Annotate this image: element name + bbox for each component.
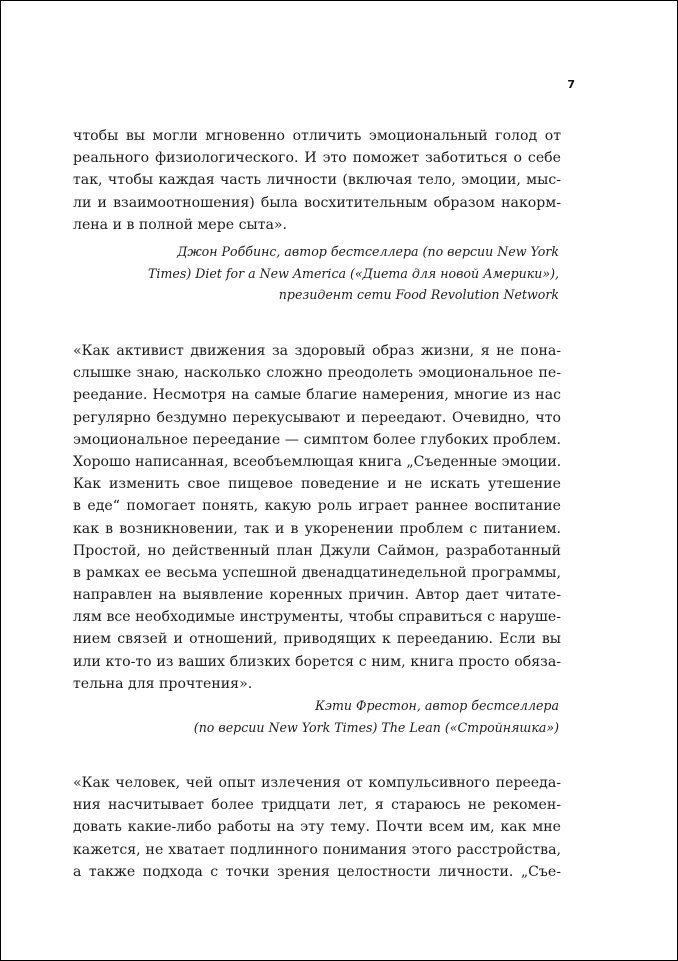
text-line: регулярно бездумно перекусывают и переедают. Очевидно, что bbox=[73, 409, 561, 426]
quote-text-robbins bbox=[73, 125, 561, 236]
text-line: Как изменить свое пищевое поведение и не искать утешение bbox=[73, 476, 561, 493]
text-line: или кто-то из ваших близких борется с ним, книга просто обяза- bbox=[73, 653, 561, 670]
attribution-line: Кэти Фрестон, автор бестселлера bbox=[315, 698, 559, 713]
text-line: кажется, не хватает подлинного понимания этого расстройства, bbox=[73, 841, 561, 858]
text-line: Хорошо написанная, всеобъемлющая книга „Съеденные эмоции. bbox=[73, 453, 562, 470]
text-line: ли и взаимоотношения) была восхитительным образом накорм- bbox=[73, 194, 561, 211]
text-line: «Как активист движения за здоровый образ жизни, я не пона- bbox=[73, 343, 561, 359]
quote-text-freston bbox=[73, 340, 561, 695]
text-line: эмоциональное переедание — симптом более глубоких проблем. bbox=[73, 431, 561, 448]
text-line: Простой, но действенный план Джули Саймон, разработанный bbox=[73, 542, 561, 559]
text-line: слышке знаю, насколько сложно преодолеть эмоциональное пе- bbox=[73, 365, 561, 382]
attribution-line: Times) Diet for a New America («Диета для новой Америки»), bbox=[148, 265, 559, 281]
quote-text-next bbox=[73, 772, 561, 883]
text-line: нием связей и отношений, приводящих к перееданию. Если вы bbox=[73, 631, 561, 648]
text-line: реального физиологического. И это поможет заботиться о себе bbox=[73, 150, 561, 167]
text-line: в рамках ее весьма успешной двенадцатинедельной программы, bbox=[73, 564, 561, 581]
attribution-freston bbox=[71, 695, 559, 738]
text-line: направлен на выявление коренных причин. Автор дает читате- bbox=[73, 587, 561, 604]
text-line: реедание. Несмотря на самые благие намерения, многие из нас bbox=[73, 387, 561, 404]
text-line: «Как человек, чей опыт излечения от компульсивного переeда- bbox=[73, 775, 561, 791]
text-line: тельна для прочтения». bbox=[73, 675, 253, 692]
text-line: лена и в полной мере сыта». bbox=[73, 216, 288, 233]
page-number: 7 bbox=[567, 78, 575, 91]
text-line: чтобы вы могли мгновенно отличить эмоциональный голод от bbox=[73, 128, 561, 144]
text-line: довать какие-либо работы на эту тему. Почти всем им, как мне bbox=[73, 819, 561, 836]
attribution-line: Джон Роббинс, автор бестселлера (по версии New York bbox=[177, 244, 559, 259]
text-line: ния насчитывает более тридцати лет, я стараюсь не рекомен- bbox=[73, 797, 561, 814]
attribution-robbins bbox=[71, 241, 559, 306]
text-line: лям все необходимые инструменты, чтобы справиться с наруше- bbox=[73, 609, 561, 626]
attribution-line: (по версии New York Times) The Lean («Стройняшка») bbox=[193, 719, 559, 735]
text-line: как в возникновении, так и в укоренении проблем с питанием. bbox=[73, 520, 561, 537]
text-line: в еде“ помогает понять, какую роль играет раннее воспитание bbox=[73, 498, 561, 515]
text-line: так, чтобы каждая часть личности (включая тело, эмоции, мыс- bbox=[73, 172, 561, 189]
text-line: а также подхода с точки зрения целостности личности. „Съе- bbox=[73, 863, 561, 880]
attribution-line: президент сети Food Revolution Network bbox=[278, 287, 559, 302]
